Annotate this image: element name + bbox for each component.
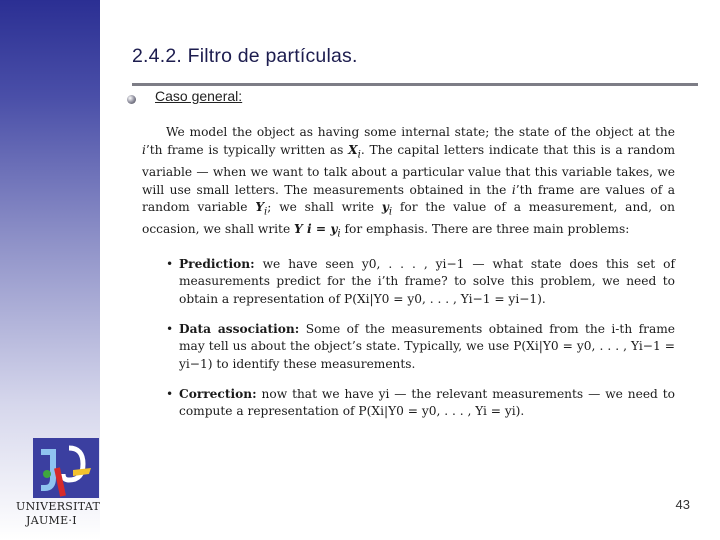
intro-text-3: . The capital letters indicate that this is a random variable — when we want to talk about a particular value that this variable takes, we will use small letters. The measurements obtained in the — [142, 142, 675, 197]
logo-text-line1: UNIVERSITAT — [16, 500, 101, 513]
intro-text-7: for emphasis. There are three main problems: — [340, 222, 630, 237]
logo-text-line2: JAUME·I — [26, 514, 77, 527]
university-logo — [16, 438, 102, 528]
page-number: 43 — [675, 497, 690, 512]
intro-text-2: ’th frame is typically written as — [145, 142, 349, 157]
intro-text-i2: i — [511, 182, 516, 197]
item-text: Some of the measurements obtained from the i-th frame may tell us about the object’s state. Typically, we use P(Xi|Y0 = y0, . . . , Yi−1 = yi−1) to identify these measurements. — [179, 321, 675, 372]
slide-title: 2.4.2. Filtro de partículas. — [132, 45, 358, 67]
intro-math-eq: Y i = y — [294, 222, 338, 237]
title-divider — [132, 83, 698, 86]
list-item-prediction — [142, 256, 675, 309]
item-label: Data association: — [179, 321, 300, 336]
item-label: Correction: — [179, 386, 257, 401]
problem-list — [142, 256, 675, 422]
bullet-icon — [127, 95, 136, 104]
item-text: now that we have yi — the relevant measurements — we need to compute a representation of P(Xi|Y0 = y0, . . . , Yi = yi). — [179, 386, 675, 419]
list-bullet: • — [166, 256, 174, 271]
intro-text-i: i — [142, 142, 146, 157]
intro-math-y-sub: i — [388, 206, 393, 218]
intro-text-6: for the value of a measurement, and, on occasion, we shall write — [142, 200, 675, 237]
item-label: Prediction: — [179, 256, 255, 271]
list-bullet: • — [166, 321, 174, 336]
intro-text-1: We model the object as having some internal state; the state of the object at the — [166, 125, 675, 139]
intro-math-X-sub: i — [357, 149, 361, 161]
list-item-data-association — [142, 321, 675, 374]
quoted-text-block — [142, 124, 675, 433]
intro-math-X: X — [348, 142, 358, 157]
list-bullet: • — [166, 386, 174, 401]
intro-text-5: ; we shall write — [267, 200, 382, 215]
list-item-correction — [142, 386, 675, 421]
intro-paragraph — [142, 124, 675, 244]
item-text: we have seen y0, . . . , yi−1 — what state does this set of measurements predict for the i’th frame? to solve this problem, we need to obtain a representation of P(Xi|Y0 = y0, . . . , Yi−1 = yi−1). — [179, 256, 675, 306]
intro-math-eq-sub: i — [337, 228, 341, 240]
subheading: Caso general: — [155, 88, 243, 104]
university-logo-mark-icon — [33, 438, 99, 498]
intro-math-Y-sub: i — [264, 206, 268, 218]
intro-math-Y: Y — [255, 200, 265, 215]
intro-text-4: ’th frame are values of a random variable — [142, 182, 675, 215]
intro-math-y: y — [381, 200, 389, 215]
